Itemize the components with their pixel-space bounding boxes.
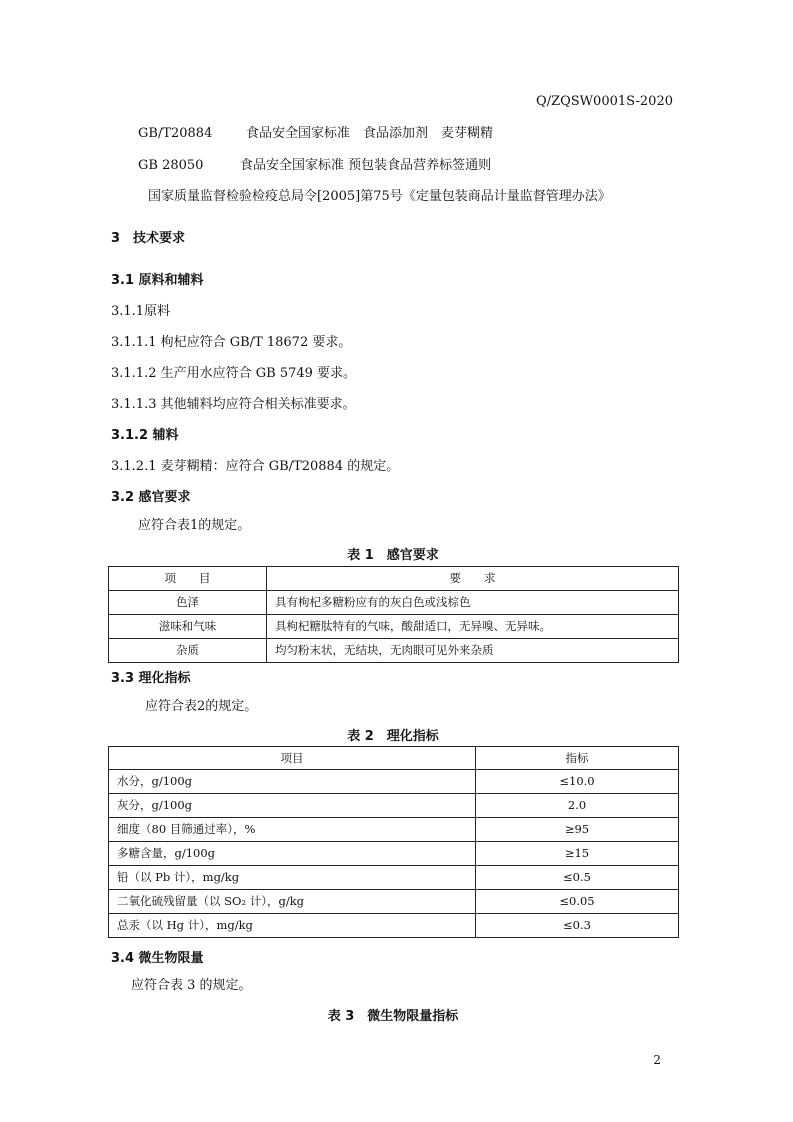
table-cell: 二氧化硫残留量（以 SO₂ 计），g/kg	[109, 890, 476, 914]
physicochemical-table	[108, 746, 679, 938]
table-header-row	[109, 747, 679, 770]
table-cell: 滋味和气味	[109, 615, 267, 639]
table-cell: 多糖含量，g/100g	[109, 842, 476, 866]
table-cell: ≤10.0	[476, 770, 679, 794]
section-3-3-text: 应符合表2的规定。	[145, 699, 258, 714]
table-1-caption: 表 1 感官要求	[347, 548, 439, 563]
section-3-4-heading: 3.4 微生物限量	[111, 951, 204, 966]
table-cell: 杂质	[109, 639, 267, 663]
table-row	[109, 639, 679, 663]
table-3-caption: 表 3 微生物限量指标	[327, 1009, 459, 1024]
sensory-table	[108, 566, 679, 663]
table-cell: 铅（以 Pb 计），mg/kg	[109, 866, 476, 890]
reference-3: 国家质量监督检验检疫总局令[2005]第75号《定量包装商品计量监督管理办法》	[148, 189, 611, 204]
table-header-cell: 指标	[476, 747, 679, 770]
table-cell: ≤0.5	[476, 866, 679, 890]
table-cell: ≥95	[476, 818, 679, 842]
reference-title-2: 食品安全国家标准 预包装食品营养标签通则	[240, 158, 492, 173]
clause-3-1-1-2: 3.1.1.2 生产用水应符合 GB 5749 要求。	[111, 366, 357, 381]
table-row	[109, 818, 679, 842]
document-code: Q/ZQSW0001S-2020	[536, 94, 673, 109]
reference-title-1: 食品安全国家标准 食品添加剂 麦芽糊精	[246, 126, 494, 141]
table-row	[109, 615, 679, 639]
table-cell: 灰分，g/100g	[109, 794, 476, 818]
table-row	[109, 591, 679, 615]
table-cell: 色泽	[109, 591, 267, 615]
table-cell: 总汞（以 Hg 计），mg/kg	[109, 914, 476, 938]
table-header-cell: 项目	[109, 747, 476, 770]
reference-code-1: GB/T20884	[138, 126, 213, 141]
table-cell: ≤0.3	[476, 914, 679, 938]
table-row	[109, 794, 679, 818]
table-row	[109, 842, 679, 866]
table-row	[109, 770, 679, 794]
section-3-2-heading: 3.2 感官要求	[111, 490, 191, 505]
table-cell: 2.0	[476, 794, 679, 818]
page-number: 2	[653, 1053, 661, 1067]
table-cell: 细度（80 目筛通过率），%	[109, 818, 476, 842]
table-cell: 具有枸杞多糖粉应有的灰白色或浅棕色	[267, 591, 679, 615]
table-row	[109, 914, 679, 938]
table-2-caption: 表 2 理化指标	[347, 729, 439, 744]
clause-3-1-1-3: 3.1.1.3 其他辅料均应符合相关标准要求。	[111, 397, 356, 412]
table-row	[109, 890, 679, 914]
table-row	[109, 866, 679, 890]
section-3-heading: 3 技术要求	[111, 231, 186, 246]
clause-3-1-2-1: 3.1.2.1 麦芽糊精：应符合 GB/T20884 的规定。	[111, 459, 400, 474]
table-cell: 具枸杞糖肽特有的气味，酸甜适口，无异嗅、无异味。	[267, 615, 679, 639]
section-3-1-heading: 3.1 原料和辅料	[111, 273, 204, 288]
section-3-3-heading: 3.3 理化指标	[111, 671, 191, 686]
table-cell: ≤0.05	[476, 890, 679, 914]
table-cell: 均匀粉末状，无结块，无肉眼可见外来杂质	[267, 639, 679, 663]
table-header-cell: 项 目	[109, 567, 267, 591]
section-3-1-2-heading: 3.1.2 辅料	[111, 428, 179, 443]
table-cell: 水分，g/100g	[109, 770, 476, 794]
table-cell: ≥15	[476, 842, 679, 866]
reference-code-2: GB 28050	[138, 158, 204, 173]
clause-3-1-1-1: 3.1.1.1 枸杞应符合 GB/T 18672 要求。	[111, 335, 352, 350]
section-3-4-text: 应符合表 3 的规定。	[131, 978, 252, 993]
section-3-1-1-heading: 3.1.1原料	[111, 304, 171, 319]
table-header-row	[109, 567, 679, 591]
table-header-cell: 要 求	[267, 567, 679, 591]
section-3-2-text: 应符合表1的规定。	[138, 518, 251, 533]
